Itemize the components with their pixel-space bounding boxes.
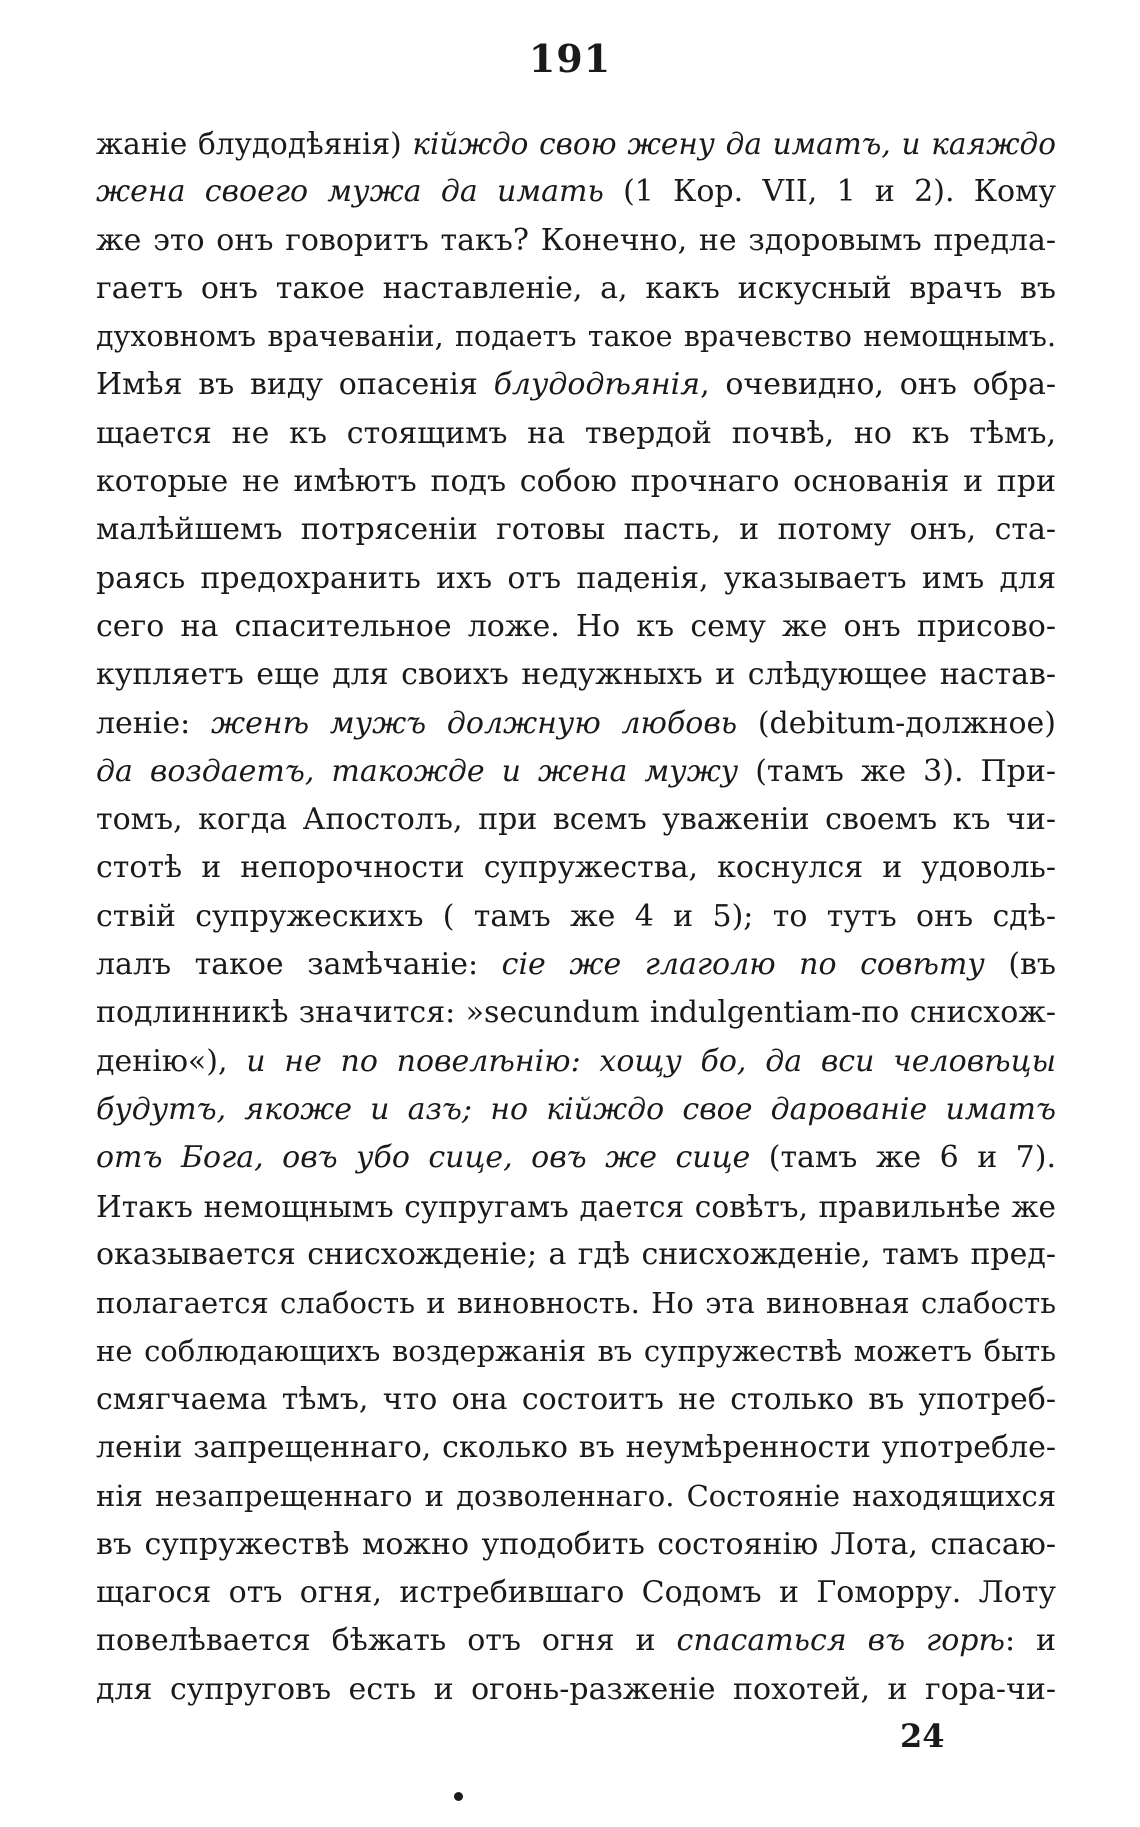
ink-dot [454,1792,463,1801]
text-segment: раясь предохранить ихъ отъ паденія, указываетъ имъ для [96,560,1056,596]
text-line [96,941,1056,989]
text-segment: (тамъ же 6 и 7). [750,1140,1056,1176]
body-text [96,120,1056,1714]
text-segment: денію«), [96,1043,247,1079]
text-segment: щается не къ стоящимъ на твердой почвѣ, но къ тѣмъ, [96,415,1056,451]
text-segment: гаетъ онъ такое наставленіе, а, какъ искусный врачъ въ [96,270,1056,306]
text-segment: (тамъ же 3). При- [738,753,1056,789]
text-line [96,700,1056,748]
text-line [96,1183,1056,1231]
text-segment: жаніе блудодѣянія) [96,127,413,161]
text-line [96,1231,1056,1279]
text-segment: нія незапрещеннаго и дозволеннаго. Состояніе находящихся [96,1479,1056,1514]
text-segment: въ супружествѣ можно уподобить состоянію Лота, спасаю- [96,1526,1056,1562]
text-segment: для супруговъ есть и огонь-разженіе похотей, и гора-чи- [96,1671,1056,1707]
text-line [96,1666,1056,1714]
text-segment: которые не имѣютъ подъ собою прочнаго основанія и при [96,464,1056,500]
text-line [96,217,1056,265]
text-line [96,1617,1056,1665]
text-line [96,1038,1056,1086]
italic-segment: кійждо свою жену да иматъ, [412,127,891,161]
text-line [96,1086,1056,1134]
text-segment: смягчаема тѣмъ, что она состоитъ не столько въ употреб- [96,1381,1056,1417]
text-segment: (1 Кор. VII, 1 и 2). Кому [603,174,1056,210]
text-line [96,1424,1056,1472]
text-line [96,168,1056,216]
text-line [96,265,1056,313]
text-segment: щагося отъ огня, истребившаго Содомъ и Гоморру. Лоту [96,1574,1056,1610]
text-segment: стотѣ и непорочности супружества, коснулся и удоволь- [96,850,1056,886]
text-segment: подлинникѣ значится: »secundum indulgentiam-по снисхож- [96,995,1056,1031]
text-segment: : и [1004,1623,1056,1659]
text-line [96,361,1056,409]
text-segment: (debitum-должное) [737,705,1056,741]
text-line [96,1327,1056,1375]
text-segment: духовномъ врачеваніи, подаетъ такое врачевство немощнымъ. [96,320,1056,354]
italic-segment: сіе же глаголю по совѣту [501,947,985,983]
text-line [96,313,1056,361]
text-line [96,796,1056,844]
italic-segment: и не по повелѣнію: хощу бо, да вси человѣцы [246,1043,1056,1079]
text-segment: оказывается снисхожденіе; а гдѣ снисхожденіе, тамъ пред- [96,1236,1056,1272]
text-segment: (въ [984,947,1056,983]
text-line [96,603,1056,651]
page-number: 191 [528,36,612,81]
text-segment: купляетъ еще для своихъ недужныхъ и слѣдующее настав- [96,657,1056,693]
signature-mark: 24 [900,1717,945,1755]
text-line [96,651,1056,699]
text-line [96,1376,1056,1424]
text-line [96,1134,1056,1182]
italic-segment: жена своего мужа да имать [96,174,604,210]
text-segment: томъ, когда Апостолъ, при всемъ уваженіи своемъ къ чи- [96,802,1056,838]
italic-segment: спасаться въ горѣ [676,1623,1005,1659]
text-line [96,458,1056,506]
text-line [96,893,1056,941]
text-line [96,120,1056,168]
text-line [96,506,1056,554]
italic-segment: будутъ, якоже и азъ; но кійждо свое дарованіе иматъ [96,1091,1056,1127]
text-segment: Имѣя въ виду опасенія [96,367,494,403]
text-segment: полагается слабость и виновность. Но эта виновная слабость [96,1286,1056,1321]
text-segment: же это онъ говоритъ такъ? Конечно, не здоровымъ предла- [96,222,1056,258]
text-line [96,555,1056,603]
text-line [96,410,1056,458]
text-segment: ствій супружескихъ ( тамъ же 4 и 5); то тутъ онъ сдѣ- [96,898,1056,934]
text-line [96,1279,1056,1327]
text-line [96,748,1056,796]
text-segment: леніе: [96,705,211,741]
italic-segment: блудодѣянія [493,367,701,403]
text-segment: сего на спасительное ложе. Но къ сему же онъ присово- [96,608,1056,644]
italic-segment: женѣ мужъ должную любовь [210,705,738,741]
text-line [96,844,1056,892]
italic-segment: отъ Бога, овъ убо сице, овъ же сице [96,1140,751,1176]
italic-segment: и каяждо [901,127,1056,161]
text-segment: леніи запрещеннаго, сколько въ неумѣренности употребле- [96,1430,1056,1466]
text-segment: лалъ такое замѣчаніе: [96,947,502,983]
text-line [96,1521,1056,1569]
text-line [96,1569,1056,1617]
text-segment: не соблюдающихъ воздержанія въ супружествѣ можетъ быть [96,1334,1056,1369]
text-segment: , очевидно, онъ обра- [700,367,1056,403]
italic-segment: да воздаетъ, такожде и жена мужу [96,753,739,789]
text-line [96,1472,1056,1520]
text-segment: повелѣвается бѣжать отъ огня и [96,1623,677,1659]
text-segment [891,127,902,161]
text-segment: малѣйшемъ потрясеніи готовы пасть, и потому онъ, ста- [96,512,1056,548]
text-segment: Итакъ немощнымъ супругамъ дается совѣтъ, правильнѣе же [96,1189,1056,1224]
text-line [96,989,1056,1037]
